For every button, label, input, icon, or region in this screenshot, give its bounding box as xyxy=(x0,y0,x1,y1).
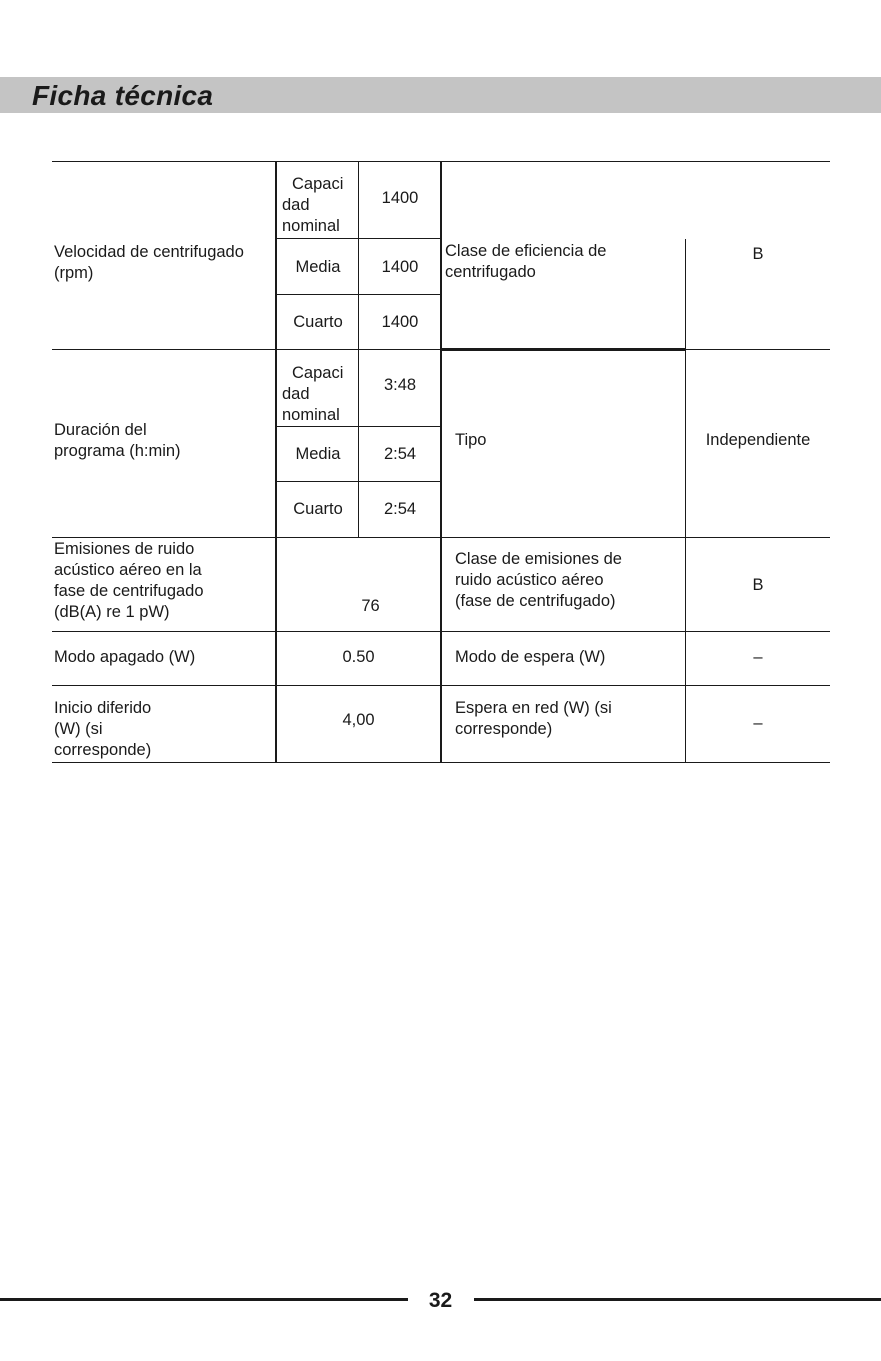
spin-class-label: Clase de eficiencia de centrifugado xyxy=(445,242,607,281)
table-col-rule-1 xyxy=(275,161,277,763)
table-rule-row2-thick xyxy=(441,348,685,351)
table-rule-spin-sub2 xyxy=(277,294,441,295)
duration-sub-quarter: Cuarto xyxy=(293,500,343,518)
table-col-rule-3 xyxy=(685,239,686,763)
network-standby-value: – xyxy=(753,714,763,732)
table-rule-dur-sub1 xyxy=(277,426,441,427)
spin-sub-rated: Capaci dad nominal xyxy=(282,175,344,235)
type-value: Independiente xyxy=(705,431,811,449)
spin-value-half: 1400 xyxy=(381,258,419,276)
duration-sub-rated: Capaci dad nominal xyxy=(282,364,344,424)
standby-value: – xyxy=(753,648,763,666)
spin-sub-quarter: Cuarto xyxy=(293,313,343,331)
spin-speed-label: Velocidad de centrifugado (rpm) xyxy=(54,243,244,282)
table-col-rule-2 xyxy=(440,161,442,763)
delay-start-label: Inicio diferido (W) (si corresponde) xyxy=(54,699,152,759)
section-title: Ficha técnica xyxy=(32,80,214,111)
off-mode-value: 0.50 xyxy=(342,648,375,666)
noise-label: Emisiones de ruido acústico aéreo en la fase de centrifugado (dB(A) re 1 pW) xyxy=(54,540,204,621)
noise-value: 76 xyxy=(361,597,380,615)
duration-value-half: 2:54 xyxy=(383,445,417,463)
spin-sub-half: Media xyxy=(295,258,341,276)
duration-value-quarter: 2:54 xyxy=(383,500,417,518)
table-rule-dur-sub2 xyxy=(277,481,441,482)
noise-class-label: Clase de emisiones de ruido acústico aéreo (fase de centrifugado) xyxy=(455,550,622,610)
spin-value-quarter: 1400 xyxy=(381,313,419,331)
duration-sub-half: Media xyxy=(295,445,341,463)
standby-label: Modo de espera (W) xyxy=(455,648,606,666)
duration-value-rated: 3:48 xyxy=(383,376,417,394)
spin-class-value: B xyxy=(752,245,764,263)
network-standby-label: Espera en red (W) (si corresponde) xyxy=(455,699,612,738)
page-number: 32 xyxy=(428,1289,453,1312)
off-mode-label: Modo apagado (W) xyxy=(54,648,196,666)
table-col-rule-sub xyxy=(358,161,359,537)
spin-value-rated: 1400 xyxy=(381,189,419,207)
type-label: Tipo xyxy=(455,431,487,449)
duration-label: Duración del programa (h:min) xyxy=(54,421,181,460)
table-rule-spin-sub1 xyxy=(277,238,441,239)
noise-class-value: B xyxy=(752,576,764,594)
delay-start-value: 4,00 xyxy=(342,711,375,729)
